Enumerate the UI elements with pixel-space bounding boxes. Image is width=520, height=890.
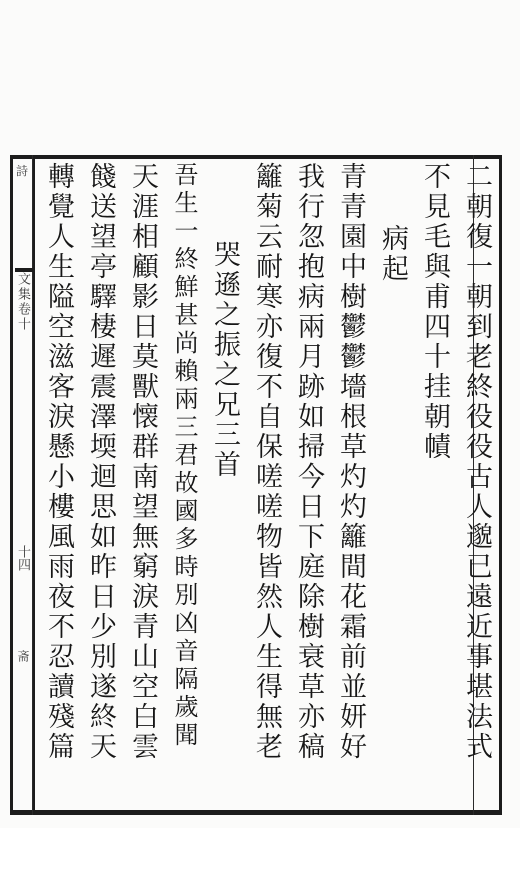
gutter-title: 文集卷十 — [15, 272, 30, 332]
text-column-6: 籬菊云耐寒亦復不自保嗟嗟物皆然人生得無老 — [251, 162, 282, 762]
text-column-4: 青青園中樹鬱鬱墻根草灼灼籬間花霜前並妍好 — [335, 162, 366, 762]
text-column-8: 吾生一終鮮甚尚賴兩三君故國多時別凶音隔歲聞 — [170, 162, 198, 750]
text-column-10: 餞送望亭驛棲遲震澤堧迴思如昨日少別遂終天 — [85, 162, 116, 762]
text-column-11: 轉覺人生隘空滋客淚懸小樓風雨夜不忍讀殘篇 — [43, 162, 74, 762]
poem-title-bing-qi: 病起 — [377, 224, 408, 284]
gutter-bottom-mark: 斋 — [16, 650, 30, 662]
page-gutter — [13, 158, 35, 810]
text-column-5: 我行忽抱病兩月跡如掃今日下庭除樹衰草亦稿 — [293, 162, 324, 762]
gutter-top-mark: 詩 — [16, 164, 29, 178]
page-number: 十四 — [15, 545, 30, 571]
text-column-1: 二朝復一朝到老終役役古人邈已遠近事堪法式 — [461, 162, 492, 762]
text-column-2: 不見毛與甫四十挂朝幘 — [419, 162, 450, 462]
poem-title-ku-xun-zhi: 哭遜之振之兄三首 — [209, 240, 240, 480]
text-column-9: 天涯相顧影日莫獸懐群南望無窮淚青山空白雲 — [127, 162, 158, 762]
